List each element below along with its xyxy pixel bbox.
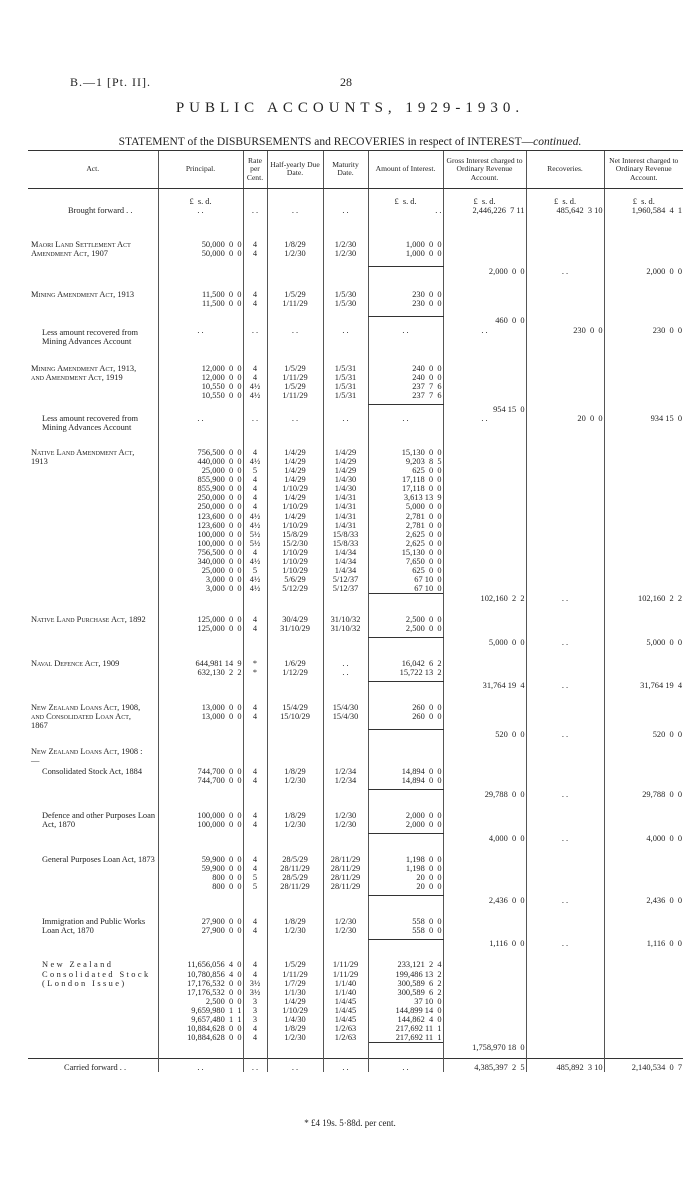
gross-cell: 102,160 2 2 [443,594,526,615]
rate-cell: 4 4 [243,917,267,940]
maturity-cell: 1/2/30 1/2/30 [323,811,368,834]
col-amount: Amount of Interest. [368,151,443,189]
rate-cell: . . [243,326,267,356]
page-header [0,75,700,95]
maturity-cell: 28/11/29 28/11/29 28/11/29 28/11/29 [323,855,368,896]
subtotal-row [28,790,683,811]
col-rate: Rate per Cent. [243,151,267,189]
act-name: Native Land Purchase Act, 1892 [31,614,146,624]
maturity-cell: 1/2/34 1/2/34 [323,767,368,790]
principal-cell: 744,700 0 0 744,700 0 0 [158,767,243,790]
gross-cell: 1,116 0 0 [443,939,526,960]
col-act: Act. [28,151,158,189]
principal-cell: 59,900 0 0 59,900 0 0 800 0 0 800 0 0 [158,855,243,896]
rate-cell: 4 4 4½ 4½ [243,356,267,405]
maturity-cell: . . [323,326,368,356]
gross-cell: 4,000 0 0 [443,834,526,855]
recoveries-cell: . . [526,939,604,960]
brought-amount: . . [368,206,443,228]
gross-cell: 5,000 0 0 [443,638,526,659]
col-net: Net Interest charged to Ordinary Revenue Account. [604,151,683,189]
recoveries-cell: . . [526,834,604,855]
principal-cell: 11,656,056 4 0 10,780,856 4 0 17,176,532 0 0 17,176,532 0 0 2,500 0 0 9,659,980 1 1 9,657,480 1 1 10,884,628 0 0 10,884,628 0 0 [158,960,243,1042]
table-row [28,659,683,682]
subtotal-row [28,939,683,960]
rate-cell: 4 4 5 5 [243,855,267,896]
rate-cell: 4 4½ 5 4 4 4 4 4½ 4½ 5½ 5½ 4 4½ 5 4½ 4½ [243,442,267,594]
net-cell: 4,000 0 0 [604,834,683,855]
recoveries-cell: . . [526,594,604,615]
brought-forward-label: Brought forward . . [68,205,133,215]
maturity-cell: 31/10/32 31/10/32 [323,615,368,638]
unit-net: £ s. d. [604,188,683,206]
net-cell: 520 0 0 [604,730,683,747]
net-cell: 2,436 0 0 [604,896,683,917]
amount-cell: 2,000 0 0 2,000 0 0 [368,811,443,834]
act-name: Naval Defence Act, 1909 [31,658,120,668]
maturity-cell: 1/11/29 1/11/29 1/1/40 1/1/40 1/4/45 1/4/45 1/4/45 1/2/63 1/2/63 [323,960,368,1042]
recoveries-cell: . . [526,267,604,276]
amount-cell: 1,198 0 0 1,198 0 0 20 0 0 20 0 0 [368,855,443,896]
principal-cell: 100,000 0 0 100,000 0 0 [158,811,243,834]
unit-principal: £ s. d. [158,188,243,206]
rate-cell: 4 4 [243,811,267,834]
net-cell: 230 0 0 [604,326,683,356]
brought-principal: . . [158,206,243,228]
recovery-row [28,414,683,442]
col-gross: Gross Interest charged to Ordinary Revenue Account. [443,151,526,189]
gross-cell: . . [443,414,526,442]
act-name: Native Land Amendment Act, 1913 [31,447,135,466]
col-due-date: Half-yearly Due Date. [267,151,323,189]
due-cell: . . [267,414,323,442]
table-row [28,917,683,940]
brought-due: . . [267,206,323,228]
amount-cell: 233,121 2 4 199,486 13 2 300,589 6 2 300,589 6 2 37 10 0 144,899 14 0 144,862 4 0 217,692 11 1 217,692 11 1 [368,960,443,1042]
net-cell: 934 15 0 [604,414,683,442]
carried-due: . . [267,1058,323,1072]
maturity-cell: 1/5/30 1/5/30 [323,276,368,317]
page-number: 28 [340,75,352,89]
recoveries-cell: . . [526,790,604,811]
act-name: General Purposes Loan Act, 1873 [42,854,155,864]
recoveries-cell: . . [526,638,604,659]
table-row [28,960,683,1042]
due-cell: . . [267,326,323,356]
gross-cell: 31,764 19 4 [443,681,526,702]
due-cell: 1/4/29 1/4/29 1/4/29 1/4/29 1/10/29 1/4/29 1/10/29 1/4/29 1/10/29 15/8/29 15/2/30 1/10/29 1/10/29 1/10/29 5/6/29 5/12/29 [267,442,323,594]
table-row [28,276,683,317]
due-cell: 15/4/29 15/10/29 [267,703,323,730]
subtotal-row [28,405,683,414]
principal-cell: 11,500 0 0 11,500 0 0 [158,276,243,317]
rate-cell: 4 4 [243,703,267,730]
section-heading-row [28,747,683,767]
act-name: Defence and other Purposes Loan Act, 1870 [42,810,156,829]
col-maturity: Maturity Date. [323,151,368,189]
table-header [28,151,683,189]
maturity-cell: 1/2/30 1/2/30 [323,228,368,267]
net-cell: 1,116 0 0 [604,939,683,960]
recoveries-cell: . . [526,681,604,702]
rate-cell: 4 4 [243,276,267,317]
subtotal-row [28,730,683,747]
table-row [28,442,683,594]
rate-cell: 4 4 3½ 3½ 3 3 3 4 4 [243,960,267,1042]
gross-cell: . . [443,326,526,356]
subtotal-row [28,594,683,615]
due-cell: 28/5/29 28/11/29 28/5/29 28/11/29 [267,855,323,896]
table-row [28,767,683,790]
subtitle-main: STATEMENT of the DISBURSEMENTS and RECOVERIES in respect of INTEREST— [118,136,534,148]
recovery-label: Less amount recovered from Mining Advances Account [42,413,139,432]
act-name: Mining Amendment Act, 1913 [31,289,135,299]
subtitle-continued: continued. [533,136,582,148]
gross-cell: 2,000 0 0 [443,267,526,276]
carried-amount: . . [368,1058,443,1072]
maturity-cell: 1/5/31 1/5/31 1/5/31 1/5/31 [323,356,368,405]
act-name: Consolidated Stock Act, 1884 [42,767,143,777]
gross-cell: 520 0 0 [443,730,526,747]
maturity-cell: . . [323,414,368,442]
net-cell: 31,764 19 4 [604,681,683,702]
due-cell: 1/5/29 1/11/29 [267,276,323,317]
net-cell: 2,000 0 0 [604,267,683,276]
subtotal-row [28,834,683,855]
page-title: PUBLIC ACCOUNTS, 1929-1930. [175,100,525,116]
net-cell: 5,000 0 0 [604,638,683,659]
rate-cell: 4 4 [243,767,267,790]
amount-cell: 2,500 0 0 2,500 0 0 [368,615,443,638]
section-heading: New Zealand Loans Act, 1908 :— [31,746,143,766]
gross-cell: 2,436 0 0 [443,896,526,917]
maturity-cell: 1/4/29 1/4/29 1/4/29 1/4/30 1/4/30 1/4/31 1/4/31 1/4/31 1/4/31 15/8/33 15/8/33 1/4/34 1/4/34 1/4/34 5/12/37 5/12/37 [323,442,368,594]
maturity-cell: . . . . [323,659,368,682]
table-row [28,855,683,896]
amount-cell: 230 0 0 230 0 0 [368,276,443,317]
unit-recoveries: £ s. d. [526,188,604,206]
col-recoveries: Recoveries. [526,151,604,189]
carried-net: 2,140,534 0 7 [604,1058,683,1072]
table-row [28,811,683,834]
principal-cell: . . [158,326,243,356]
act-name: Immigration and Public Works Loan Act, 1870 [42,916,146,935]
recoveries-cell: 20 0 0 [526,414,604,442]
statement-subtitle [0,136,700,148]
carried-principal: . . [158,1058,243,1072]
due-cell: 1/8/29 1/2/30 [267,767,323,790]
rate-cell: * * [243,659,267,682]
principal-cell: 125,000 0 0 125,000 0 0 [158,615,243,638]
act-name: New Zealand Consolidated Stock (London Issue) [42,960,151,988]
brought-forward-row [28,206,683,228]
principal-cell: 27,900 0 0 27,900 0 0 [158,917,243,940]
due-cell: 1/8/29 1/2/30 [267,228,323,267]
carried-forward-label: Carried forward . . [28,1058,158,1072]
brought-net: 1,960,584 4 1 [604,206,683,228]
brought-recoveries: 485,642 3 10 [526,206,604,228]
rate-cell: 4 4 [243,615,267,638]
due-cell: 1/6/29 1/12/29 [267,659,323,682]
carried-gross: 4,385,397 2 5 [443,1058,526,1072]
net-cell: 102,160 2 2 [604,594,683,615]
principal-cell: 12,000 0 0 12,000 0 0 10,550 0 0 10,550 0 0 [158,356,243,405]
principal-cell: 50,000 0 0 50,000 0 0 [158,228,243,267]
gross-cell: 29,788 0 0 [443,790,526,811]
amount-cell: 558 0 0 558 0 0 [368,917,443,940]
due-cell: 30/4/29 31/10/29 [267,615,323,638]
table-row [28,356,683,405]
due-cell: 1/5/29 1/11/29 1/7/29 1/1/30 1/4/29 1/10/29 1/4/30 1/8/29 1/2/30 [267,960,323,1042]
table-row [28,703,683,730]
subtotal-row [28,681,683,702]
col-principal: Principal. [158,151,243,189]
carried-maturity: . . [323,1058,368,1072]
unit-gross: £ s. d. [443,188,526,206]
maturity-cell: 15/4/30 15/4/30 [323,703,368,730]
subtotal-row [28,267,683,276]
carried-recoveries: 485,892 3 10 [526,1058,604,1072]
subtotal-row [28,1043,683,1059]
brought-gross: 2,446,226 7 11 [443,206,526,228]
carried-rate: . . [243,1058,267,1072]
gross-cell: 1,758,970 18 0 [443,1043,526,1059]
amount-cell: 260 0 0 260 0 0 [368,703,443,730]
principal-cell: 13,000 0 0 13,000 0 0 [158,703,243,730]
amount-cell: 16,042 6 2 15,722 13 2 [368,659,443,682]
maturity-cell: 1/2/30 1/2/30 [323,917,368,940]
rate-cell: . . [243,414,267,442]
due-cell: 1/5/29 1/11/29 1/5/29 1/11/29 [267,356,323,405]
amount-cell: . . [368,326,443,356]
document-reference: B.—1 [Pt. II]. [70,75,151,89]
recoveries-cell: . . [526,730,604,747]
gross-cell: 954 15 0 [443,405,526,414]
subtotal-row [28,638,683,659]
recovery-label: Less amount recovered from Mining Advances Account [42,327,139,346]
due-cell: 1/8/29 1/2/30 [267,811,323,834]
recovery-row [28,326,683,356]
brought-maturity: . . [323,206,368,228]
footnote: * £4 19s. 5·88d. per cent. [304,1118,396,1128]
principal-cell: 644,981 14 9 632,130 2 2 [158,659,243,682]
amount-cell: 1,000 0 0 1,000 0 0 [368,228,443,267]
units-row [28,188,683,206]
act-name: Maori Land Settlement Act Amendment Act, 1907 [31,239,131,259]
rate-cell: 4 4 [243,228,267,267]
amount-cell: 14,894 0 0 14,894 0 0 [368,767,443,790]
principal-cell: . . [158,414,243,442]
subtotal-row [28,316,683,325]
carried-forward-row [28,1058,683,1072]
brought-rate: . . [243,206,267,228]
act-name: New Zealand Loans Act, 1908, and Consolidated Loan Act, 1867 [31,702,141,730]
amount-cell: 15,130 0 0 9,203 8 5 625 0 0 17,118 0 0 17,118 0 0 3,613 13 9 5,000 0 0 2,781 0 0 2,781 0 0 2,625 0 0 2,625 0 0 15,130 0 0 7,650 0 0 625 0 0 67 10 0 67 10 0 [368,442,443,594]
gross-cell: 460 0 0 [443,316,526,325]
act-name: Mining Amendment Act, 1913, and Amendment Act, 1919 [31,363,137,382]
net-cell: 29,788 0 0 [604,790,683,811]
recoveries-cell: . . [526,896,604,917]
recoveries-cell: 230 0 0 [526,326,604,356]
unit-amount: £ s. d. [368,188,443,206]
subtotal-row [28,896,683,917]
principal-cell: 756,500 0 0 440,000 0 0 25,000 0 0 855,900 0 0 855,900 0 0 250,000 0 0 250,000 0 0 123,600 0 0 123,600 0 0 100,000 0 0 100,000 0 0 756,500 0 0 340,000 0 0 25,000 0 0 3,000 0 0 3,000 0 0 [158,442,243,594]
interest-table [28,150,683,1072]
amount-cell: 240 0 0 240 0 0 237 7 6 237 7 6 [368,356,443,405]
table-row [28,615,683,638]
due-cell: 1/8/29 1/2/30 [267,917,323,940]
table-row [28,228,683,267]
amount-cell: . . [368,414,443,442]
